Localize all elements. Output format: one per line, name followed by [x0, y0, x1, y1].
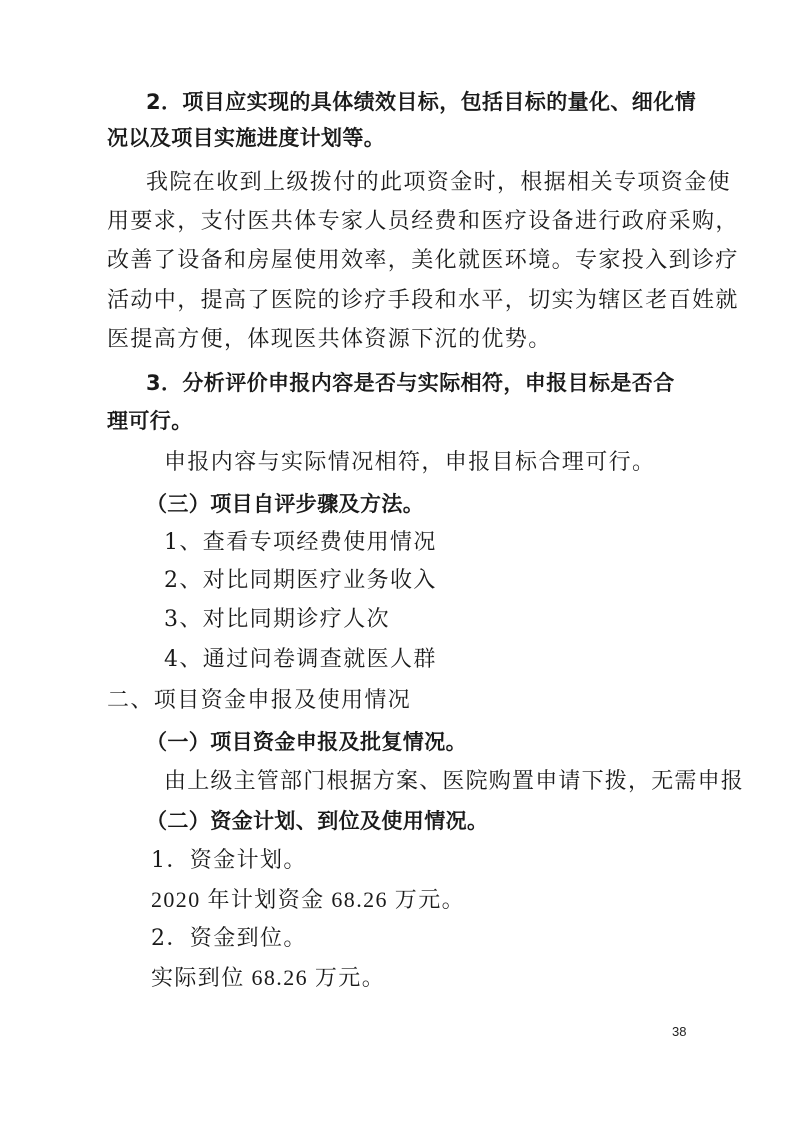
paragraph-line: 我院在收到上级拨付的此项资金时，根据相关专项资金使 [146, 170, 732, 195]
paragraph-line: 用要求，支付医共体专家人员经费和医疗设备进行政府采购， [107, 209, 739, 234]
section-heading: （二）资金计划、到位及使用情况。 [146, 809, 489, 833]
paragraph-line: 申报内容与实际情况相符，申报目标合理可行。 [164, 450, 656, 475]
list-item: 3、对比同期诊疗人次 [164, 607, 390, 632]
numbered-heading: 3．分析评价申报内容是否与实际相符，申报目标是否合 [146, 371, 675, 395]
list-item: 4、通过问卷调查就医人群 [164, 647, 437, 672]
numbered-heading-continuation: 况以及项目实施进度计划等。 [107, 126, 386, 150]
paragraph-line: 活动中，提高了医院的诊疗手段和水平，切实为辖区老百姓就 [107, 288, 739, 313]
paragraph-line: 实际到位 68.26 万元。 [151, 965, 386, 990]
list-item: 1、查看专项经费使用情况 [164, 530, 437, 555]
paragraph-line: 2020 年计划资金 68.26 万元。 [151, 887, 466, 912]
chapter-heading: 二、项目资金申报及使用情况 [107, 688, 412, 713]
numbered-heading: 2．项目应实现的具体绩效目标，包括目标的量化、细化情 [146, 90, 697, 114]
sub-item-heading: 2．资金到位。 [151, 926, 307, 951]
list-item: 2、对比同期医疗业务收入 [164, 568, 437, 593]
paragraph-line: 改善了设备和房屋使用效率，美化就医环境。专家投入到诊疗 [107, 248, 739, 273]
paragraph-line: 由上级主管部门根据方案、医院购置申请下拨，无需申报 [164, 769, 745, 794]
numbered-heading-continuation: 理可行。 [107, 409, 193, 433]
section-heading: （三）项目自评步骤及方法。 [146, 492, 425, 516]
page-number: 38 [672, 1024, 687, 1039]
sub-item-heading: 1．资金计划。 [151, 848, 307, 873]
paragraph-line: 医提高方便，体现医共体资源下沉的优势。 [107, 327, 552, 352]
section-heading: （一）项目资金申报及批复情况。 [146, 730, 467, 754]
